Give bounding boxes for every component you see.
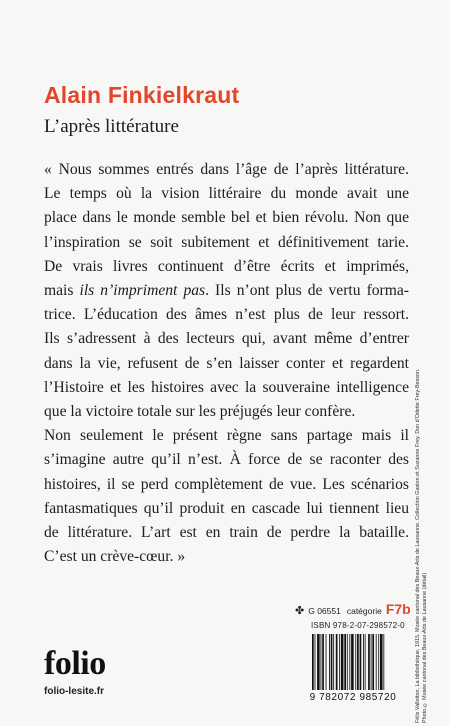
product-code: G 06551 — [308, 606, 341, 616]
back-cover-blurb — [44, 158, 409, 569]
category-code: F7b — [385, 601, 411, 617]
publisher-website: folio-lesite.fr — [44, 686, 105, 697]
ornament-icon: ✤ — [295, 605, 305, 617]
blurb-line: histoires, il se perd complètement de vue. Les scénarios — [44, 475, 409, 493]
barcode-bar — [363, 634, 364, 690]
catalog-code-row — [295, 601, 411, 617]
barcode-bar — [329, 634, 330, 690]
barcode-bar — [349, 634, 350, 690]
barcode-bar — [376, 634, 377, 690]
blurb-line: Le temps où la vision littéraire du monde avait une — [44, 185, 409, 203]
barcode-bar — [360, 634, 362, 690]
barcode-bar — [333, 634, 334, 690]
blurb-line: « Nous sommes entrés dans l’âge de l’après littérature. — [44, 161, 409, 178]
barcode-bar — [331, 634, 333, 690]
blurb-line: place dans le monde semble bel et bien révolu. Non que — [44, 209, 409, 227]
blurb-line: s’imagine autre qu’il n’est. À force de se raconter des — [44, 451, 409, 469]
blurb-line: trice. L’éducation des âmes n’est plus de leur ressort. — [44, 306, 409, 324]
barcode-bar — [355, 634, 356, 690]
blurb-text: . Ils n’ont plus de vertu forma- — [205, 282, 409, 300]
blurb-line: l’inspiration se soit subitement et définitivement tarie. — [44, 233, 409, 251]
blurb-paragraph-2 — [44, 424, 409, 569]
barcode-bar — [372, 634, 374, 690]
folio-logo: folio — [44, 645, 106, 682]
barcode-bar — [315, 634, 316, 690]
blurb-line: Non seulement le présent règne sans partage mais il — [44, 427, 409, 445]
blurb-line: que la victoire totale sur les préjugés leur confère. — [44, 403, 356, 421]
barcode-bar — [357, 634, 359, 690]
book-title: L’après littérature — [44, 116, 179, 137]
barcode-bar — [312, 634, 314, 690]
barcode-bar — [326, 634, 327, 690]
barcode-bar — [351, 634, 354, 690]
barcode-bar — [322, 634, 324, 690]
blurb-line-with-italic — [44, 279, 409, 303]
blurb-text: mais — [44, 282, 80, 300]
blurb-paragraph-1 — [44, 158, 409, 424]
barcode-bar — [380, 634, 383, 690]
barcode-bar — [317, 634, 320, 690]
blurb-line: l’Histoire et les histoires avec la souveraine intelligence — [44, 378, 409, 396]
blurb-line: fantasmatiques qu’il produit en cascade lui tiennent lieu — [44, 499, 409, 517]
italic-phrase: ils n’impriment pas — [79, 282, 206, 300]
barcode-bar — [365, 634, 366, 690]
credit-line: Félix Vallotton, La bibliothèque, 1915. Musée cantonal des Beaux-Arts de Lausanne. Collection Gaston et Suzanne Frey. Don d'Odette Frey-Besson. — [415, 368, 421, 723]
barcode-bar — [344, 634, 346, 690]
blurb-line: Ils s’adressent à des lecteurs qui, avant même d’entrer — [44, 330, 409, 348]
barcode-bar — [321, 634, 322, 690]
barcode-bar — [339, 634, 340, 690]
barcode-digits: 9 782072 985720 — [309, 692, 397, 703]
barcode-bar — [336, 634, 338, 690]
blurb-line: De vrais livres continuent d’être écrits et imprimés, — [44, 257, 409, 275]
blurb-line: de littérature. L’art est en train de perdre la bataille. — [44, 524, 409, 542]
cover-art-credit — [415, 368, 437, 723]
category-label: catégorie — [346, 606, 382, 616]
barcode-bar — [341, 634, 344, 690]
barcode-bars — [310, 634, 406, 692]
barcode-bar — [371, 634, 372, 690]
credit-line: Photo © Musée cantonal des Beaux-Arts de Lausanne (détail) — [422, 572, 428, 723]
barcode-bar — [383, 634, 384, 690]
blurb-line: C’est un crève-cœur. » — [44, 548, 186, 566]
author-name: Alain Finkielkraut — [44, 82, 240, 108]
barcode-bar — [368, 634, 370, 690]
barcode-bar — [378, 634, 379, 690]
barcode-bar — [347, 634, 348, 690]
isbn-number: ISBN 978-2-07-298572-0 — [311, 621, 405, 630]
blurb-line: dans la vie, refusent de s’en laisser conter et regardent — [44, 354, 409, 372]
